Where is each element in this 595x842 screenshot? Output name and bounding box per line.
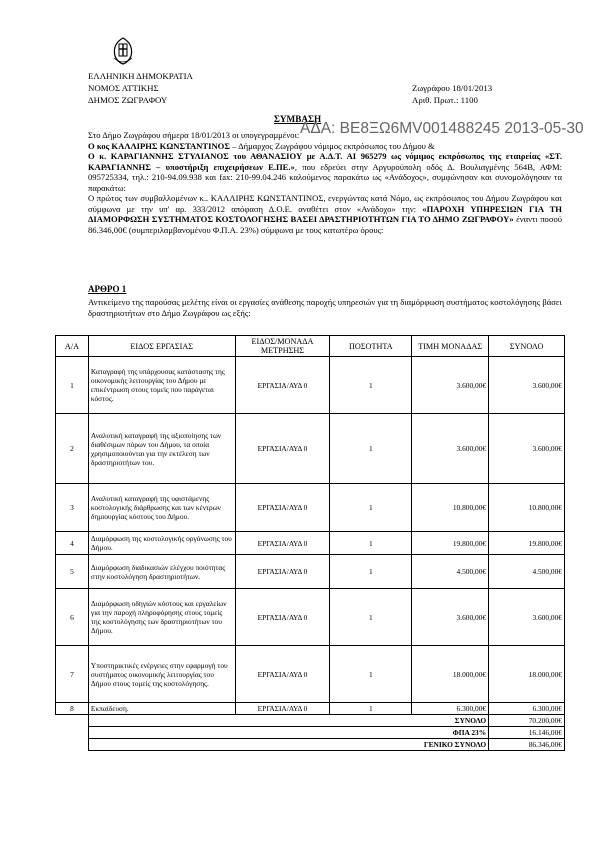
intro-party2 xyxy=(88,151,562,193)
row-number: 8 xyxy=(56,703,89,715)
row-number: 4 xyxy=(56,532,89,555)
row-unit-price: 3.600,00€ xyxy=(412,357,489,414)
row-unit-price: 18.000,00€ xyxy=(412,646,489,703)
header-protocol-number: Αριθ. Πρωτ.: 1100 xyxy=(412,95,478,105)
header-country: ΕΛΛΗΝΙΚΗ ΔΗΜΟΚΡΑΤΙΑ xyxy=(88,71,193,81)
row-total: 19.800,00€ xyxy=(489,532,565,555)
row-unit: ΕΡΓΑΣΙΑ/ΑΥΔ 0 xyxy=(235,484,330,532)
row-unit: ΕΡΓΑΣΙΑ/ΑΥΔ 0 xyxy=(235,646,330,703)
row-unit-price: 19.800,00€ xyxy=(412,532,489,555)
greek-crest-emblem xyxy=(110,36,136,66)
article-heading: ΑΡΘΡΟ 1 xyxy=(88,284,127,294)
header-prefecture: ΝΟΜΟΣ ΑΤΤΙΚΗΣ xyxy=(88,83,159,93)
table-row xyxy=(56,484,565,532)
row-unit: ΕΡΓΑΣΙΑ/ΑΥΔ 0 xyxy=(235,555,330,589)
row-unit: ΕΡΓΑΣΙΑ/ΑΥΔ 0 xyxy=(235,589,330,646)
contract-intro xyxy=(88,126,562,235)
row-quantity: 1 xyxy=(330,357,412,414)
row-description: Καταγραφή της υπάρχουσας κατάστασης της οικονομικής λειτουργίας του Δήμου με επικέντρωση στους τομείς που παράγεται κόστος. xyxy=(88,357,235,414)
row-unit-price: 4.500,00€ xyxy=(412,555,489,589)
row-description: Διαμόρφωση οδηγιών κόστους και εργαλείων για την παροχή πληροφόρησης στους τομείς της κοστολόγησης των δραστηριοτήτων του Δήμου. xyxy=(88,589,235,646)
header-work-type: ΕΙΔΟΣ ΕΡΓΑΣΙΑΣ xyxy=(88,336,235,357)
row-description: Αναλυτική καταγραφή της αξιοποίησης των διαθέσιμων πόρων του Δήμου, τα οποία χρησιμοποιούνται για την εκτέλεση των δραστηριοτήτων του. xyxy=(88,414,235,484)
row-total: 3.600,00€ xyxy=(489,357,565,414)
row-unit-price: 10.800,00€ xyxy=(412,484,489,532)
row-unit: ΕΡΓΑΣΙΑ/ΑΥΔ 0 xyxy=(235,703,330,715)
row-total: 4.500,00€ xyxy=(489,555,565,589)
document-title: ΣΥΜΒΑΣΗ xyxy=(273,114,322,124)
row-description: Εκπαίδευση. xyxy=(88,703,235,715)
row-unit-price: 3.600,00€ xyxy=(412,414,489,484)
summary-row-subtotal xyxy=(56,715,565,727)
grand-total-label: ΓΕΝΙΚΟ ΣΥΝΟΛΟ xyxy=(88,739,488,751)
table-row xyxy=(56,414,565,484)
summary-row-vat xyxy=(56,727,565,739)
header-aa: Α/Α xyxy=(56,336,89,357)
services-table xyxy=(55,335,565,751)
row-quantity: 1 xyxy=(330,703,412,715)
row-quantity: 1 xyxy=(330,532,412,555)
assignment-project-title: «ΠΑΡΟΧΗ ΥΠΗΡΕΣΙΩΝ ΓΙΑ ΤΗ ΔΙΑΜΟΡΦΩΣΗ ΣΥΣΤΗΜΑΤΟΣ ΚΟΣΤΟΛΟΓΗΣΗΣ ΒΑΣΕΙ ΔΡΑΣΤΗΡΙΟΤΗΤΩΝ ΓΙΑ ΤΟ ΔΗΜΟ ΖΩΓΡΑΦΟΥ» xyxy=(88,203,562,224)
header-date: Ζωγράφου 18/01/2013 xyxy=(412,83,493,93)
row-description: Διαμόρφωση διαδικασιών ελέγχου ποιότητας στην κοστολόγηση δραστηριοτήτων. xyxy=(88,555,235,589)
header-right xyxy=(412,82,492,106)
row-unit: ΕΡΓΑΣΙΑ/ΑΥΔ 0 xyxy=(235,357,330,414)
header-left xyxy=(88,70,193,106)
row-unit: ΕΡΓΑΣΙΑ/ΑΥΔ 0 xyxy=(235,414,330,484)
header-unit-price: ΤΙΜΗ ΜΟΝΑΔΑΣ xyxy=(412,336,489,357)
article-text: Αντικείμενο της παρούσας μελέτης είναι οι εργασίες ανάθεσης παροχής υπηρεσιών για τη διαμόρφωση συστήματος κοστολόγησης βάσει δραστηριοτήτων στο Δήμο Ζωγράφου ως εξής: xyxy=(88,297,562,318)
ada-stamp: ΑΔΑ: ΒΕ8ΞΩ6ΜV001488245 2013-05-30 xyxy=(300,120,584,137)
row-number: 7 xyxy=(56,646,89,703)
row-number: 6 xyxy=(56,589,89,646)
vat-value: 16.146,00€ xyxy=(489,727,565,739)
row-quantity: 1 xyxy=(330,414,412,484)
row-description: Αναλυτική καταγραφή της υφιστάμενης κοστολογικής διάρθρωσης και των κέντρων δημιουργίας κόστους του Δήμου. xyxy=(88,484,235,532)
intro-assignment xyxy=(88,193,562,235)
row-unit-price: 3.600,00€ xyxy=(412,589,489,646)
row-quantity: 1 xyxy=(330,484,412,532)
row-total: 18.000,00€ xyxy=(489,646,565,703)
row-unit: ΕΡΓΑΣΙΑ/ΑΥΔ 0 xyxy=(235,532,330,555)
row-quantity: 1 xyxy=(330,555,412,589)
summary-blank-cell xyxy=(56,715,89,751)
intro-line1: Στο Δήμο Ζωγράφου σήμερα 18/01/2013 οι υπογεγραμμένοι: xyxy=(88,130,300,140)
table-row xyxy=(56,589,565,646)
table-row xyxy=(56,646,565,703)
header-unit: ΕΙΔΟΣ/ΜΟΝΑΔΑ ΜΕΤΡΗΣΗΣ xyxy=(235,336,330,357)
table-row xyxy=(56,532,565,555)
intro-party1 xyxy=(88,141,562,152)
summary-row-grand-total xyxy=(56,739,565,751)
row-number: 1 xyxy=(56,357,89,414)
table-row xyxy=(56,555,565,589)
row-unit-price: 6.300,00€ xyxy=(412,703,489,715)
assignment-text-a: Ο πρώτος των συμβαλλομένων κ.. ΚΑΛΛΙΡΗΣ ΚΩΝΣΤΑΝΤΙΝΟΣ, ενεργώντας κατά Νόμο, ως εκπρόσωπος του Δήμου Ζωγράφου και σύμφωνα με την υπ' αρ. 333/2012 απόφαση Δ.Ο.Ε. αναθέτει στον «Ανάδοχο» την: xyxy=(88,193,562,214)
header-municipality: ΔΗΜΟΣ ΖΩΓΡΑΦΟΥ xyxy=(88,95,168,105)
row-number: 5 xyxy=(56,555,89,589)
subtotal-value: 70.200,00€ xyxy=(489,715,565,727)
assignment-text-b: έναντι ποσού 86.346,00€ (συμπεριλαμβανομένου Φ.Π.Α. 23%) σύμφωνα με τους κατωτέρω όρους: xyxy=(88,214,563,235)
vat-label: ΦΠΑ 23% xyxy=(88,727,488,739)
row-quantity: 1 xyxy=(330,589,412,646)
party1-role: – Δήμαρχος Ζωγράφου νόμιμος εκπρόσωπος του Δήμου & xyxy=(229,140,435,151)
row-total: 6.300,00€ xyxy=(489,703,565,715)
row-total: 3.600,00€ xyxy=(489,589,565,646)
row-description: Υποστηρικτικές ενέργειες στην εφαρμογή του συστήματος οικονομικής λειτουργίας του Δήμου στους τομείς της κοστολόγησης. xyxy=(88,646,235,703)
table-row xyxy=(56,357,565,414)
party2-name: Ο κ. ΚΑΡΑΓΙΑΝΝΗΣ ΣΤΥΛΙΑΝΟΣ του ΑΘΑΝΑΣΙΟΥ με Α.Δ.Τ. ΑΙ 965279 ως νόμιμος εκπρόσωπος της εταιρείας «ΣΤ. ΚΑΡΑΓΙΑΝΝΗΣ – υποστήριξη επιχειρήσεων Ε.ΠΕ.» xyxy=(88,151,562,172)
row-quantity: 1 xyxy=(330,646,412,703)
row-total: 3.600,00€ xyxy=(489,414,565,484)
header-quantity: ΠΟΣΟΤΗΤΑ xyxy=(330,336,412,357)
header-total: ΣΥΝΟΛΟ xyxy=(489,336,565,357)
row-number: 3 xyxy=(56,484,89,532)
row-description: Διαμόρφωση της κοστολογικής οργάνωσης του Δήμου. xyxy=(88,532,235,555)
grand-total-value: 86.346,00€ xyxy=(489,739,565,751)
row-number: 2 xyxy=(56,414,89,484)
party1-name: Ο κος ΚΑΛΛΙΡΗΣ ΚΩΝΣΤΑΝΤΙΝΟΣ xyxy=(88,140,230,151)
table-row xyxy=(56,703,565,715)
party2-details: , που εδρεύει στην Αργυρούπολη οδός Δ. Βουλιαγμένης 564Β, ΑΦΜ: 095725334, τηλ.: 210-94.09.938 και fax: 210-99.04.246 καλούμενος παρακάτω ως «Ανάδοχος», συμφώνησαν και συνομολόγησαν τα παρακάτω: xyxy=(88,161,562,193)
subtotal-label: ΣΥΝΟΛΟ xyxy=(88,715,488,727)
table-header-row xyxy=(56,336,565,357)
row-total: 10.800,00€ xyxy=(489,484,565,532)
